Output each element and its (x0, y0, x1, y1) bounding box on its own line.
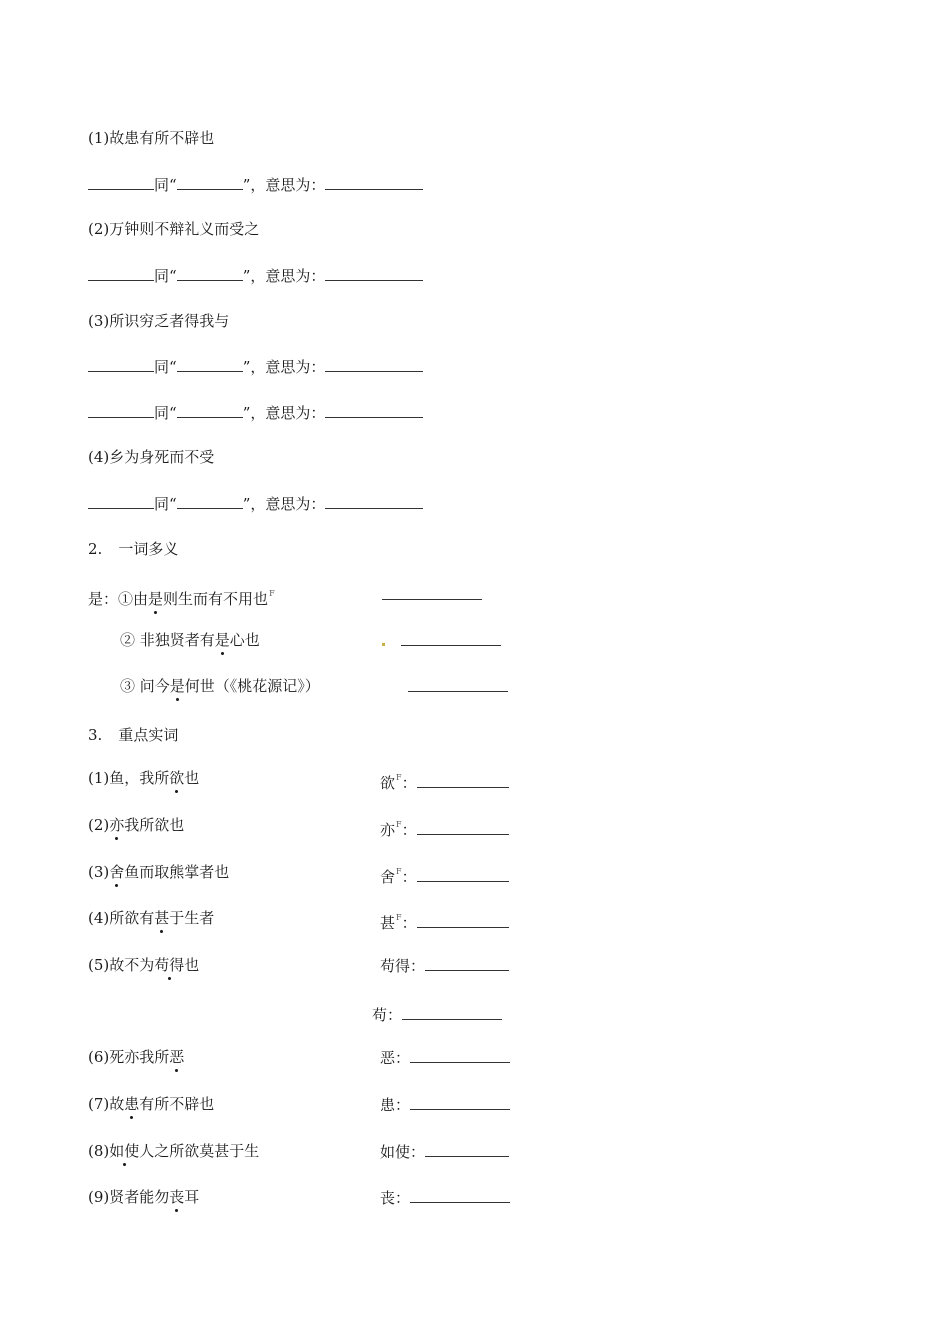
answer-blank[interactable] (88, 265, 154, 281)
item-text-post: 我所欲也 (124, 816, 185, 834)
meaning-label: ，意思为： (250, 404, 326, 422)
dotted-word: 是 (148, 590, 164, 608)
item-number: (1) (88, 129, 110, 147)
target-word: 甚 (380, 914, 396, 932)
answer-blank[interactable] (410, 1094, 510, 1110)
tong-label: 同 (154, 176, 170, 194)
target-word: 欲 (380, 774, 396, 792)
item-text-post: 也 (184, 769, 200, 787)
open-quote: “ (169, 404, 177, 422)
s3-item-4 (88, 908, 214, 928)
item-number: (1) (88, 769, 110, 787)
s3-answer-4 (380, 908, 509, 933)
tong-label: 同 (154, 495, 170, 513)
dotted-word: 苟得 (154, 956, 185, 974)
item-text-pre: 死亦我所 (109, 1048, 170, 1066)
s3-answer-5 (380, 955, 509, 976)
answer-blank[interactable] (408, 676, 508, 692)
section2-heading (88, 539, 178, 559)
target-word: 苟得 (380, 957, 411, 975)
item-number: (5) (88, 956, 110, 974)
answer-blank[interactable] (88, 493, 154, 509)
s1-item-3 (88, 311, 229, 331)
answer-blank[interactable] (425, 955, 509, 971)
dotted-word: 舍 (109, 863, 125, 881)
dotted-word: 甚 (154, 909, 170, 927)
answer-blank[interactable] (402, 1004, 502, 1020)
footnote-mark: F (396, 820, 402, 829)
open-quote: “ (169, 176, 177, 194)
section3-heading (88, 725, 178, 745)
target-word: 舍 (380, 868, 396, 886)
dotted-word: 是 (214, 631, 230, 649)
colon: ： (401, 914, 417, 932)
item-text-post: 心也 (229, 631, 260, 649)
answer-blank[interactable] (410, 1187, 510, 1203)
answer-blank[interactable] (177, 493, 243, 509)
s2-item-2 (120, 630, 260, 650)
close-quote: ” (242, 495, 251, 513)
item-number: (3) (88, 312, 110, 330)
dotted-word: 恶 (169, 1048, 185, 1066)
dotted-word: 是 (169, 677, 185, 695)
item-text-post: 鱼而取熊掌者也 (124, 863, 230, 881)
s3-item-8 (88, 1141, 259, 1161)
colon: ： (395, 1049, 411, 1067)
footnote-mark: F (396, 913, 402, 922)
answer-blank[interactable] (88, 356, 154, 372)
s1-item-4 (88, 447, 214, 467)
word-prefix: 是： (88, 590, 119, 608)
target-word: 苟 (372, 1006, 388, 1024)
meaning-label: ，意思为： (250, 267, 326, 285)
item-text-pre: ② 非独贤者有 (120, 631, 215, 649)
item-number: (4) (88, 448, 110, 466)
item-text: 万钟则不辩礼义而受之 (109, 220, 260, 238)
s3-answer-5b (372, 1004, 502, 1025)
item-text: 乡为身死而不受 (109, 448, 215, 466)
s2-answer-3 (408, 676, 508, 697)
answer-blank[interactable] (325, 174, 423, 190)
target-word: 如使 (380, 1143, 411, 1161)
footnote-mark: F (396, 773, 402, 782)
s3-item-3 (88, 862, 229, 882)
dotted-word: 患 (124, 1095, 140, 1113)
target-word: 恶 (380, 1049, 396, 1067)
meaning-label: ，意思为： (250, 358, 326, 376)
footnote-mark: F (396, 867, 402, 876)
s1-answer-line-4 (88, 493, 423, 514)
s3-answer-9 (380, 1187, 510, 1208)
colon: ： (387, 1006, 403, 1024)
target-word: 患 (380, 1096, 396, 1114)
answer-blank[interactable] (401, 630, 501, 646)
s3-answer-3 (380, 862, 509, 887)
meaning-label: ，意思为： (250, 176, 326, 194)
answer-blank[interactable] (410, 1047, 510, 1063)
item-text-post: 有所不辟也 (139, 1095, 215, 1113)
answer-blank[interactable] (325, 493, 423, 509)
answer-blank[interactable] (177, 402, 243, 418)
answer-blank[interactable] (325, 265, 423, 281)
answer-blank[interactable] (177, 174, 243, 190)
s3-answer-2 (380, 815, 509, 840)
answer-blank[interactable] (325, 356, 423, 372)
answer-blank[interactable] (425, 1141, 509, 1157)
close-quote: ” (242, 267, 251, 285)
item-text-pre: 贤者能勿 (109, 1188, 170, 1206)
tong-label: 同 (154, 358, 170, 376)
answer-blank[interactable] (88, 402, 154, 418)
tong-label: 同 (154, 404, 170, 422)
open-quote: “ (169, 495, 177, 513)
item-text: 所识穷乏者得我与 (109, 312, 230, 330)
colon: ： (410, 957, 426, 975)
item-number: (7) (88, 1095, 110, 1113)
heading-number: 3. (88, 726, 103, 744)
target-word: 丧 (380, 1189, 396, 1207)
answer-blank[interactable] (417, 819, 509, 835)
s1-answer-line-1 (88, 174, 423, 195)
item-text-post: 于生者 (169, 909, 215, 927)
answer-blank[interactable] (417, 912, 509, 928)
s3-answer-8 (380, 1141, 509, 1162)
meaning-label: ，意思为： (250, 495, 326, 513)
answer-blank[interactable] (382, 584, 482, 600)
item-text: 故患有所不辟也 (109, 129, 215, 147)
close-quote: ” (242, 404, 251, 422)
dotted-word: 亦 (109, 816, 125, 834)
close-quote: ” (242, 176, 251, 194)
item-number: (2) (88, 220, 110, 238)
colon: ： (395, 1096, 411, 1114)
s3-item-2 (88, 815, 184, 835)
s3-answer-7 (380, 1094, 510, 1115)
dotted-word: 丧 (169, 1188, 185, 1206)
s2-answer-2 (401, 630, 501, 651)
footnote-mark: F (269, 589, 275, 598)
s3-item-9 (88, 1187, 199, 1207)
item-text-post: 人之所欲莫甚于生 (139, 1142, 260, 1160)
s1-item-1 (88, 128, 214, 148)
s3-item-6 (88, 1047, 184, 1067)
item-text-post: 也 (184, 956, 200, 974)
answer-blank[interactable] (417, 772, 509, 788)
dotted-word: 如使 (109, 1142, 140, 1160)
answer-blank[interactable] (88, 174, 154, 190)
marker-dot (382, 643, 385, 646)
open-quote: “ (169, 267, 177, 285)
dotted-word: 欲 (169, 769, 185, 787)
s2-item-3 (120, 676, 320, 696)
item-text-pre: 所欲有 (109, 909, 155, 927)
item-number: (6) (88, 1048, 110, 1066)
s1-answer-line-3b (88, 402, 423, 423)
item-number: (3) (88, 863, 110, 881)
s1-item-2 (88, 219, 259, 239)
item-text-pre: ①由 (118, 590, 149, 608)
s3-item-1 (88, 768, 199, 788)
s1-answer-line-2 (88, 265, 423, 286)
item-number: (2) (88, 816, 110, 834)
item-text-pre: 故 (109, 1095, 125, 1113)
heading-text: 重点实词 (118, 726, 179, 744)
s3-answer-1 (380, 768, 509, 793)
s3-answer-6 (380, 1047, 510, 1068)
colon: ： (395, 1189, 411, 1207)
answer-blank[interactable] (325, 402, 423, 418)
item-text-post: 耳 (184, 1188, 200, 1206)
item-text-pre: 鱼，我所 (109, 769, 170, 787)
answer-blank[interactable] (177, 356, 243, 372)
colon: ： (401, 821, 417, 839)
s3-item-7 (88, 1094, 214, 1114)
open-quote: “ (169, 358, 177, 376)
s2-item-1 (88, 584, 275, 609)
item-number: (4) (88, 909, 110, 927)
item-number: (9) (88, 1188, 110, 1206)
item-text-post: 何世（《桃花源记》） (184, 677, 320, 695)
item-text-post: 则生而有不用也 (163, 590, 269, 608)
target-word: 亦 (380, 821, 396, 839)
heading-number: 2. (88, 540, 103, 558)
colon: ： (410, 1143, 426, 1161)
item-number: (8) (88, 1142, 110, 1160)
item-text-pre: 故不为 (109, 956, 155, 974)
s1-answer-line-3a (88, 356, 423, 377)
colon: ： (401, 774, 417, 792)
answer-blank[interactable] (417, 866, 509, 882)
colon: ： (401, 868, 417, 886)
close-quote: ” (242, 358, 251, 376)
tong-label: 同 (154, 267, 170, 285)
answer-blank[interactable] (177, 265, 243, 281)
s2-answer-1 (382, 584, 482, 605)
item-text-pre: ③ 问今 (120, 677, 170, 695)
heading-text: 一词多义 (118, 540, 179, 558)
s3-item-5 (88, 955, 199, 975)
